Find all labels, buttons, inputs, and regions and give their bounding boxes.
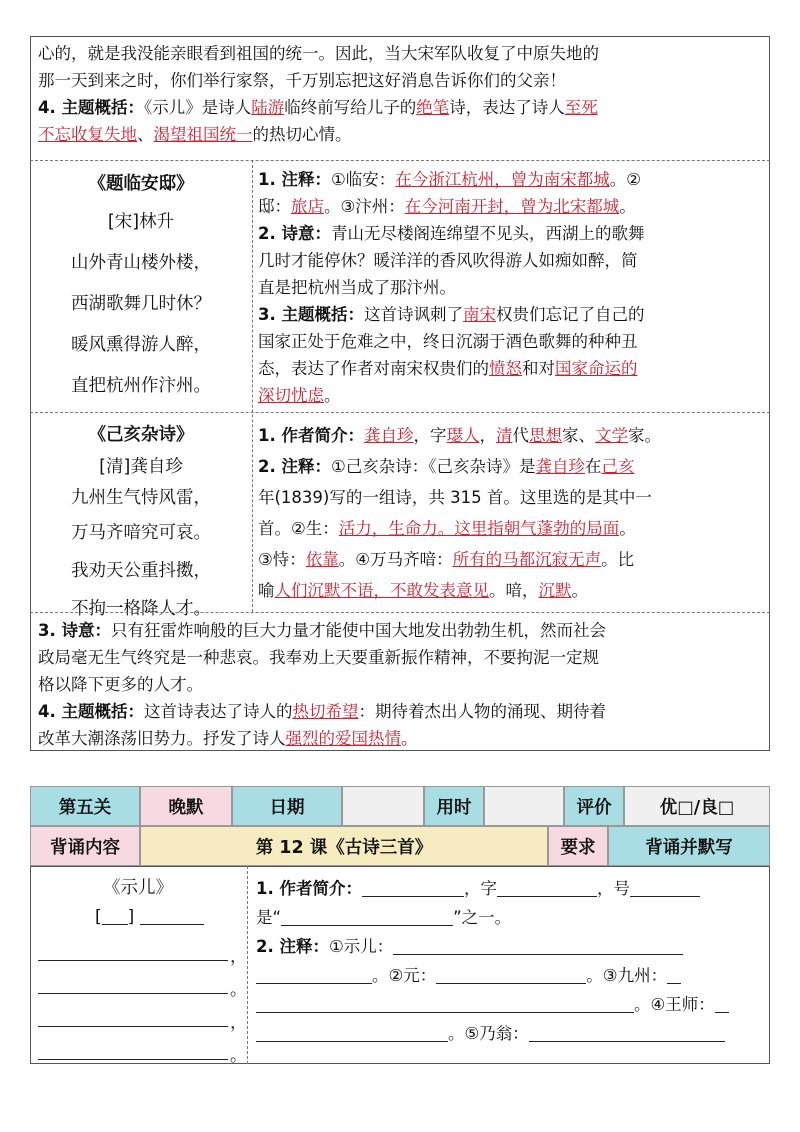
column-divider xyxy=(247,866,248,1064)
poem1-author: [宋]林升 xyxy=(107,212,175,232)
poem1-theme-line3 xyxy=(258,355,766,382)
note-blank[interactable] xyxy=(256,994,634,1013)
note-answer: 沉默 xyxy=(538,581,572,600)
poem2-title: 《己亥杂诗》 xyxy=(88,425,194,445)
comma: ， xyxy=(230,947,247,967)
poem1-line: 西湖歌舞几时休？ xyxy=(71,294,211,314)
poem2-bottom xyxy=(38,617,766,752)
theme-answer: 国家命运的 xyxy=(555,359,638,378)
zi-blank[interactable] xyxy=(497,878,597,897)
theme-answer: 南宋 xyxy=(463,305,496,324)
period: 。 xyxy=(230,1046,247,1066)
theme-text: 。 xyxy=(324,386,341,405)
intro-text: ，字 xyxy=(413,426,447,445)
note-answer: 所有的马都沉寂无声 xyxy=(452,550,602,569)
poem1-line: 暖风熏得游人醉， xyxy=(71,335,211,355)
meaning-text: 只有狂雷炸响般的巨大力量才能使中国大地发出勃勃生机，然而社会 xyxy=(111,621,606,640)
intro-text: 是“ xyxy=(256,908,282,927)
intro-answer: 思想 xyxy=(529,426,562,445)
poem2-line: 我劝天公重抖擞， xyxy=(71,561,211,581)
poem2-line: 九州生气恃风雷， xyxy=(71,488,211,508)
note-text: 。④万马齐喑： xyxy=(338,550,453,569)
lesson-cell: 第 12 课《古诗三首》 xyxy=(140,826,548,866)
meaning-text: 几时才能停休？暖洋洋的香风吹得游人如痴如醉，简 xyxy=(258,251,638,270)
poem1-theme-line4 xyxy=(258,382,766,409)
theme-text: 这首诗表达了诗人的 xyxy=(144,702,293,721)
intro-text: 家。 xyxy=(628,426,661,445)
comma: ， xyxy=(230,1013,247,1033)
poem1-left xyxy=(32,166,250,407)
poem-line-blank[interactable] xyxy=(38,993,228,994)
poem1-note-line xyxy=(258,166,766,193)
theme-label: 3. 主题概括： xyxy=(258,305,364,324)
shier-theme-line2 xyxy=(38,121,766,148)
rating-value-cell[interactable]: 优□/良□ xyxy=(624,786,770,826)
theme-text: 国家正处于危难之中，终日沉溺于酒色歌舞的种种丑 xyxy=(258,332,638,351)
level-cell: 第五关 xyxy=(30,786,140,826)
note-blank[interactable] xyxy=(529,1023,725,1042)
poem2-line: 不拘一格降人才。 xyxy=(71,599,211,619)
note-text: 。 xyxy=(619,197,636,216)
note-text: 喻 xyxy=(258,581,275,600)
theme-text: ：期待着杰出人物的涌现、期待着 xyxy=(358,702,606,721)
divider xyxy=(30,612,770,613)
exercise-poem-title: 《示儿》 xyxy=(103,878,173,898)
poem1-notes xyxy=(258,166,766,409)
author-blank[interactable] xyxy=(140,906,204,925)
poem2-notes xyxy=(258,420,766,606)
note-blank[interactable] xyxy=(393,936,683,955)
exercise-notes-line3 xyxy=(256,990,768,1019)
intro-answer: 璱人 xyxy=(446,426,480,445)
poem1-note-line xyxy=(258,193,766,220)
exercise-author-row xyxy=(95,906,204,927)
column-divider xyxy=(252,160,253,612)
requirement-value-cell: 背诵并默写 xyxy=(608,826,770,866)
poem2-theme xyxy=(38,698,766,725)
exercise-notes-line1 xyxy=(256,932,768,961)
poem2-author: [清]龚自珍 xyxy=(99,457,183,477)
intro-answer: 清 xyxy=(496,426,513,445)
bracket: [ xyxy=(95,907,102,927)
note-blank[interactable] xyxy=(715,994,729,1013)
shier-theme-word: 渴望祖国统一 xyxy=(153,125,253,144)
intro-label: 1. 作者简介： xyxy=(256,879,362,898)
theme-answer: 深切忧虑 xyxy=(258,386,324,405)
note-answer: 人们沉默不语，不敢发表意见 xyxy=(274,581,489,600)
note-text: ③恃： xyxy=(258,550,306,569)
poem1-title: 《题临安邸》 xyxy=(88,174,194,194)
theme-text: 态，表达了作者对南宋权贵们的 xyxy=(258,359,489,378)
period: 。 xyxy=(230,980,247,1000)
poem-line-blank[interactable] xyxy=(38,960,228,961)
note-text: ①己亥杂诗：《己亥杂诗》是 xyxy=(331,457,536,476)
intro-text: ”之一。 xyxy=(453,908,512,927)
theme-answer: 强烈的爱国热情 xyxy=(285,729,401,748)
theme-answer: 愤怒 xyxy=(489,359,522,378)
shier-theme-text: 临终前写给儿子的 xyxy=(284,98,417,117)
intro-text: ，号 xyxy=(597,879,630,898)
exercise-intro xyxy=(256,874,768,1048)
theme-answer: 热切希望 xyxy=(292,702,359,721)
poem2-line: 万马齐喑究可哀。 xyxy=(71,523,211,543)
note-text: 。②元： xyxy=(372,966,437,985)
shier-theme-word: 绝笔 xyxy=(416,98,450,117)
theme-label: 4. 主题概括： xyxy=(38,702,144,721)
note-text: 。③九州： xyxy=(586,966,668,985)
note-text: 。喑， xyxy=(489,581,539,600)
exercise-notes-line4 xyxy=(256,1019,768,1048)
theme-text: 和对 xyxy=(522,359,555,378)
divider xyxy=(30,412,770,413)
date-value-cell[interactable] xyxy=(342,786,424,826)
poem2-note-line xyxy=(258,513,766,544)
poem2-note-line xyxy=(258,544,766,575)
poem-line-blank[interactable] xyxy=(38,1059,228,1060)
theme-text: 这首诗讽刺了 xyxy=(364,305,463,324)
intro-text: 家、 xyxy=(562,426,595,445)
rating-label-cell: 评价 xyxy=(564,786,624,826)
theme-text: 改革大潮涤荡旧势力。抒发了诗人 xyxy=(38,729,286,748)
shier-theme xyxy=(38,94,766,121)
meaning-label: 3. 诗意： xyxy=(38,621,111,640)
meaning-text: 政局毫无生气终究是一种悲哀。我奉劝上天要重新振作精神，不要拘泥一定规 xyxy=(38,648,599,667)
meaning-text: 青山无尽楼阁连绵望不见头，西湖上的歌舞 xyxy=(331,224,645,243)
meaning-text: 格以降下更多的人才。 xyxy=(38,675,203,694)
type-cell: 晚默 xyxy=(140,786,232,826)
note-answer: 龚自珍 xyxy=(535,457,586,476)
exercise-notes-line2 xyxy=(256,961,768,990)
intro-text: ， xyxy=(479,426,496,445)
note-text: ①临安： xyxy=(331,170,396,189)
note-answer: 己亥 xyxy=(601,457,635,476)
note-answer: 旅店 xyxy=(291,197,324,216)
note-text: 。② xyxy=(609,170,642,189)
poem2-intro xyxy=(258,420,766,451)
meaning-label: 2. 诗意： xyxy=(258,224,331,243)
poem1-line: 直把杭州作汴州。 xyxy=(71,376,211,396)
intro-text: 代 xyxy=(512,426,529,445)
hao-blank[interactable] xyxy=(630,878,700,897)
note-blank[interactable] xyxy=(667,965,681,984)
requirement-label-cell: 要求 xyxy=(548,826,608,866)
note-blank[interactable] xyxy=(256,965,372,984)
bracket: ] xyxy=(127,907,135,927)
notes-label: 1. 注释： xyxy=(258,170,331,189)
poem2-left xyxy=(32,418,250,628)
notes-label: 2. 注释： xyxy=(258,457,331,476)
note-text: 首。②生： xyxy=(258,519,339,538)
note-blank[interactable] xyxy=(256,1023,448,1042)
time-value-cell[interactable] xyxy=(484,786,564,826)
shier-theme-label: 4. 主题概括： xyxy=(38,98,144,117)
divider xyxy=(30,160,770,161)
poem2-note-line xyxy=(258,575,766,606)
poem2-theme-line2 xyxy=(38,725,766,752)
note-answer: 在今河南开封，曾为北宋都城 xyxy=(404,197,620,216)
intro-label: 1. 作者简介： xyxy=(258,426,364,445)
poem1-meaning xyxy=(258,220,766,247)
note-text: 。③汴州： xyxy=(324,197,405,216)
note-text: 。④王师： xyxy=(634,995,715,1014)
shier-theme-poet: 陆游 xyxy=(251,98,285,117)
exercise-intro-line xyxy=(256,874,768,903)
date-label-cell: 日期 xyxy=(232,786,342,826)
shier-theme-word: 至死 xyxy=(564,98,598,117)
theme-text: 权贵们忘记了自己的 xyxy=(496,305,645,324)
poem1-theme xyxy=(258,301,766,328)
note-text: 邸： xyxy=(258,197,291,216)
intro-text: ，字 xyxy=(464,879,497,898)
poem-line-blank[interactable] xyxy=(38,1026,228,1027)
top-paragraph-line1: 心的，就是我没能亲眼看到祖国的统一。因此，当大宋军队收复了中原失地的 xyxy=(38,44,599,63)
note-text: 。⑤乃翁： xyxy=(448,1024,529,1043)
note-answer: 依靠 xyxy=(305,550,339,569)
note-text: 。 xyxy=(619,519,636,538)
note-text: 。 xyxy=(571,581,588,600)
shier-theme-text: 诗，表达了诗人 xyxy=(449,98,565,117)
note-text: ①示儿： xyxy=(329,937,394,956)
meaning-text: 直是把杭州当成了那汴州。 xyxy=(258,278,456,297)
note-text: 年(1839)写的一组诗，共 315 首。这里选的是其中一 xyxy=(258,488,652,507)
notes-label: 2. 注释： xyxy=(256,937,329,956)
content-label-cell: 背诵内容 xyxy=(30,826,140,866)
shier-theme-text: 、 xyxy=(137,125,154,144)
poem1-line: 山外青山楼外楼， xyxy=(71,253,211,273)
shier-theme-text: 《示儿》是诗人 xyxy=(144,98,252,117)
note-answer: 在今浙江杭州，曾为南宋都城 xyxy=(395,170,610,189)
time-label-cell: 用时 xyxy=(424,786,484,826)
poem2-meaning xyxy=(38,617,766,644)
poem2-note-line xyxy=(258,451,766,482)
shier-theme-word: 不忘收复失地 xyxy=(38,125,137,144)
intro-answer: 文学 xyxy=(595,426,628,445)
shier-theme-text: 的热切心情。 xyxy=(252,125,352,144)
top-paragraph xyxy=(38,40,766,148)
exercise-intro-line2 xyxy=(256,903,768,932)
dynasty-blank[interactable] xyxy=(102,906,128,925)
group-blank[interactable] xyxy=(281,907,453,926)
intro-answer: 龚自珍 xyxy=(364,426,414,445)
note-answer: 活力，生命力。这里指朝气蓬勃的局面 xyxy=(338,519,620,538)
note-text: 在 xyxy=(585,457,602,476)
note-blank[interactable] xyxy=(436,965,586,984)
top-paragraph-line2: 那一天到来之时，你们举行家祭，千万别忘把这好消息告诉你们的父亲！ xyxy=(38,71,566,90)
name-blank[interactable] xyxy=(362,878,464,897)
theme-text: 。 xyxy=(401,729,418,748)
note-text: 。比 xyxy=(601,550,635,569)
